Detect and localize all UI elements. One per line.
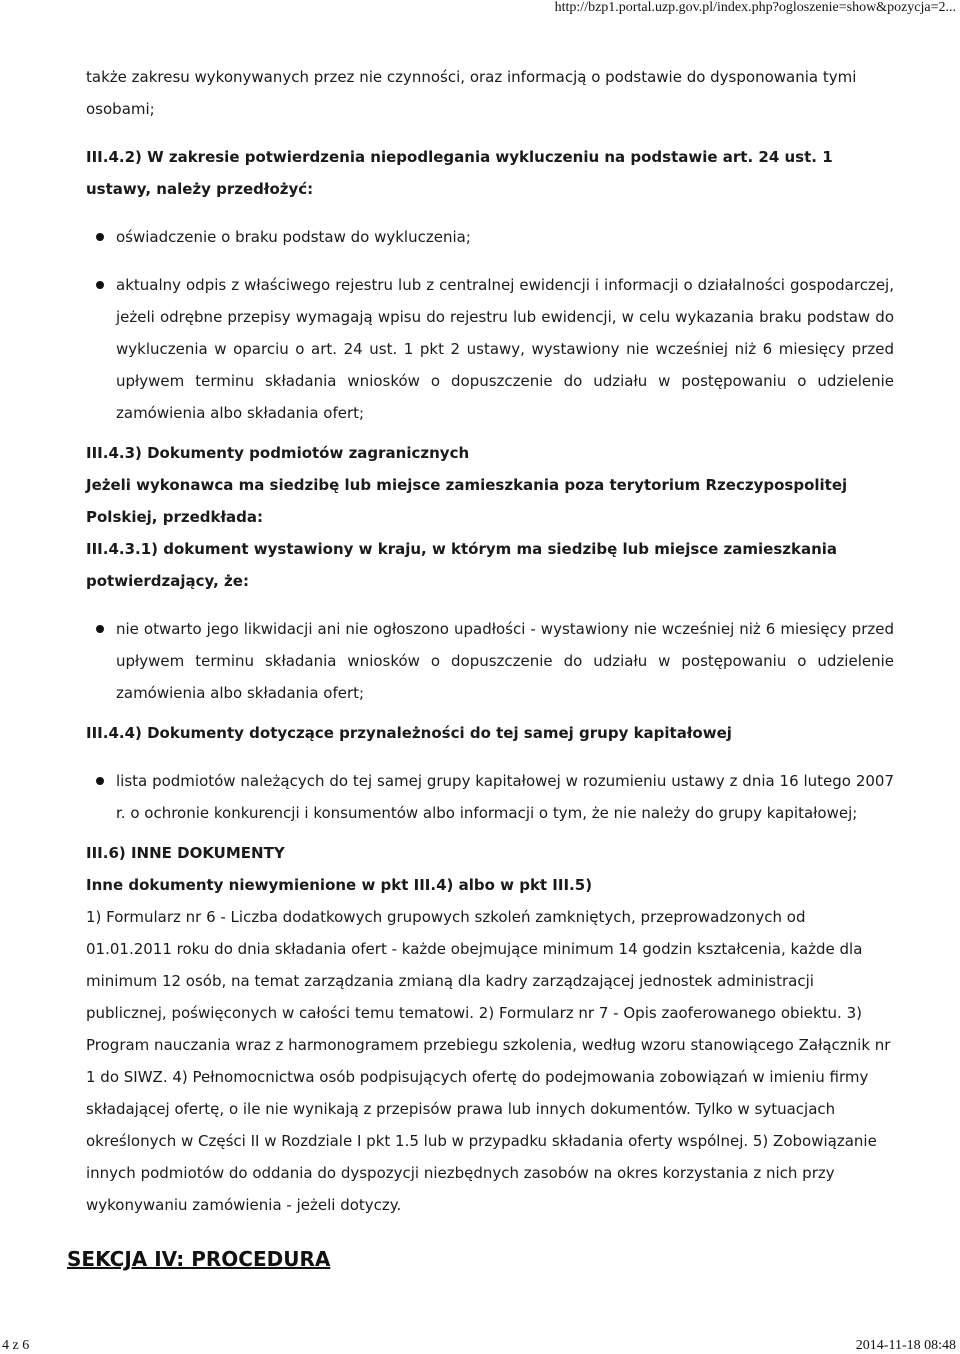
heading-III-4-3: III.4.3) Dokumenty podmiotów zagranicznych: [86, 444, 470, 462]
paragraph-other-documents: 1) Formularz nr 6 - Liczba dodatkowych grupowych szkoleń zamkniętych, przeprowadzonych od 01.01.2011 roku do dnia składania ofert - każde obejmujące minimum 14 godzin kształcenia, każde dla minimum 12 osób, na temat zarządzania zmianą dla kadry zarządzającej jednostek administracji publicznej, poświęconych w całości temu tematowi. 2) Formularz nr 7 - Opis zaoferowanego obiektu. 3) Program nauczania wraz z harmonogramem przebiegu szkolenia, według wzoru stanowiącego Załącznik nr 1 do SIWZ. 4) Pełnomocnictwa osób podpisujących ofertę do podejmowania zobowiązań w imieniu firmy składającej ofertę, o ile nie wynikają z przepisów prawa lub innych dokumentów. Tylko w sytuacjach określonych w Części II w Rozdziale I pkt 1.5 lub w przypadku składania oferty wspólnej. 5) Zobowiązanie innych podmiotów do oddania do dyspozycji niezbędnych zasobów na okres korzystania z nich przy wykonywaniu zamówienia - jeżeli dotyczy.: [86, 908, 891, 1214]
bullet-icon: [96, 281, 104, 289]
bullet-list: [86, 765, 894, 829]
subheading-foreign: Jeżeli wykonawca ma siedzibę lub miejsce zamieszkania poza terytorium Rzeczypospolitej Polskiej, przedkłada:: [86, 476, 848, 526]
heading-III-4-3-1: III.4.3.1) dokument wystawiony w kraju, w którym ma siedzibę lub miejsce zamieszkania potwierdzający, że:: [86, 540, 838, 590]
subheading-other-documents: Inne dokumenty niewymienione w pkt III.4) albo w pkt III.5): [86, 876, 593, 894]
document-body: [86, 61, 894, 1221]
page-number: 4 z 6: [2, 1338, 30, 1353]
heading-III-4-4: III.4.4) Dokumenty dotyczące przynależności do tej samej grupy kapitałowej: [86, 724, 732, 742]
list-item-text: oświadczenie o braku podstaw do wykluczenia;: [116, 228, 471, 246]
paragraph: także zakresu wykonywanych przez nie czynności, oraz informacją o podstawie do dysponowania tymi osobami;: [86, 68, 857, 118]
bullet-icon: [96, 625, 104, 633]
list-item: [86, 221, 894, 253]
print-datetime: 2014-11-18 08:48: [855, 1338, 956, 1353]
heading-III-6: III.6) INNE DOKUMENTY: [86, 844, 285, 862]
bullet-icon: [96, 777, 104, 785]
bullet-icon: [96, 233, 104, 241]
list-item-text: aktualny odpis z właściwego rejestru lub z centralnej ewidencji i informacji o działalności gospodarczej, jeżeli odrębne przepisy wymagają wpisu do rejestru lub ewidencji, w celu wykazania braku podstaw do wykluczenia w oparciu o art. 24 ust. 1 pkt 2 ustawy, wystawiony nie wcześniej niż 6 miesięcy przed upływem terminu składania wniosków o dopuszczenie do udziału w postępowaniu o udzielenie zamówienia albo składania ofert;: [116, 276, 894, 422]
list-item-text: lista podmiotów należących do tej samej grupy kapitałowej w rozumieniu ustawy z dnia 16 lutego 2007 r. o ochronie konkurencji i konsumentów albo informacji o tym, że nie należy do grupy kapitałowej;: [116, 772, 894, 822]
list-item-text: nie otwarto jego likwidacji ani nie ogłoszono upadłości - wystawiony nie wcześniej niż 6 miesięcy przed upływem terminu składania wniosków o dopuszczenie do udziału w postępowaniu o udzielenie zamówienia albo składania ofert;: [116, 620, 894, 702]
bullet-list: [86, 613, 894, 709]
heading-III-4-2: III.4.2) W zakresie potwierdzenia niepodlegania wykluczeniu na podstawie art. 24 ust. 1 ustawy, należy przedłożyć:: [86, 148, 833, 198]
bullet-list: [86, 221, 894, 429]
list-item: [86, 269, 894, 429]
list-item: [86, 613, 894, 709]
page-url: http://bzp1.portal.uzp.gov.pl/index.php?ogloszenie=show&pozycja=2...: [554, 0, 956, 15]
section-heading: SEKCJA IV: PROCEDURA: [67, 1247, 331, 1271]
list-item: [86, 765, 894, 829]
